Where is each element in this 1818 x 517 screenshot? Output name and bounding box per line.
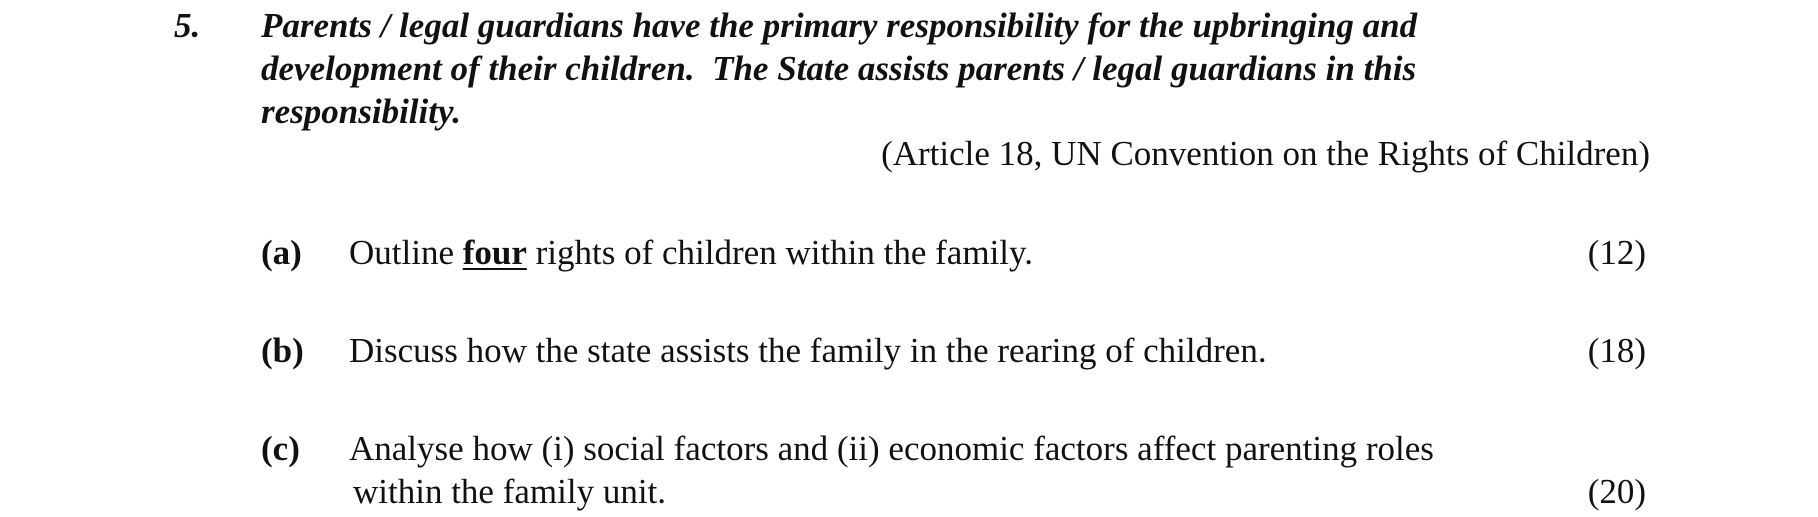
part-a-text-before: Outline xyxy=(349,233,463,272)
part-a-text xyxy=(349,231,1033,274)
source-citation: (Article 18, UN Convention on the Rights of Children) xyxy=(881,134,1650,173)
part-a-label: (a) xyxy=(261,233,302,272)
question-number: 5. xyxy=(174,6,201,45)
intro-line-2: development of their children. The State assists parents / legal guardians in this xyxy=(261,49,1417,88)
part-b-marks: (18) xyxy=(1587,331,1646,370)
intro-line-3: responsibility. xyxy=(261,92,461,131)
part-c-line-1: Analyse how (i) social factors and (ii) economic factors affect parenting roles xyxy=(349,429,1434,468)
part-a-emphasis: four xyxy=(462,233,527,272)
part-c-marks: (20) xyxy=(1587,472,1646,511)
part-b-text: Discuss how the state assists the family in the rearing of children. xyxy=(349,331,1267,370)
part-b-label: (b) xyxy=(261,331,304,370)
part-a-text-after: rights of children within the family. xyxy=(526,233,1033,272)
part-a-marks: (12) xyxy=(1587,233,1646,272)
intro-line-1: Parents / legal guardians have the primary responsibility for the upbringing and xyxy=(261,6,1418,45)
part-c-line-2: within the family unit. xyxy=(353,472,667,511)
question-intro xyxy=(261,4,1561,133)
part-c-text xyxy=(349,427,1434,513)
part-c-label: (c) xyxy=(261,429,300,468)
